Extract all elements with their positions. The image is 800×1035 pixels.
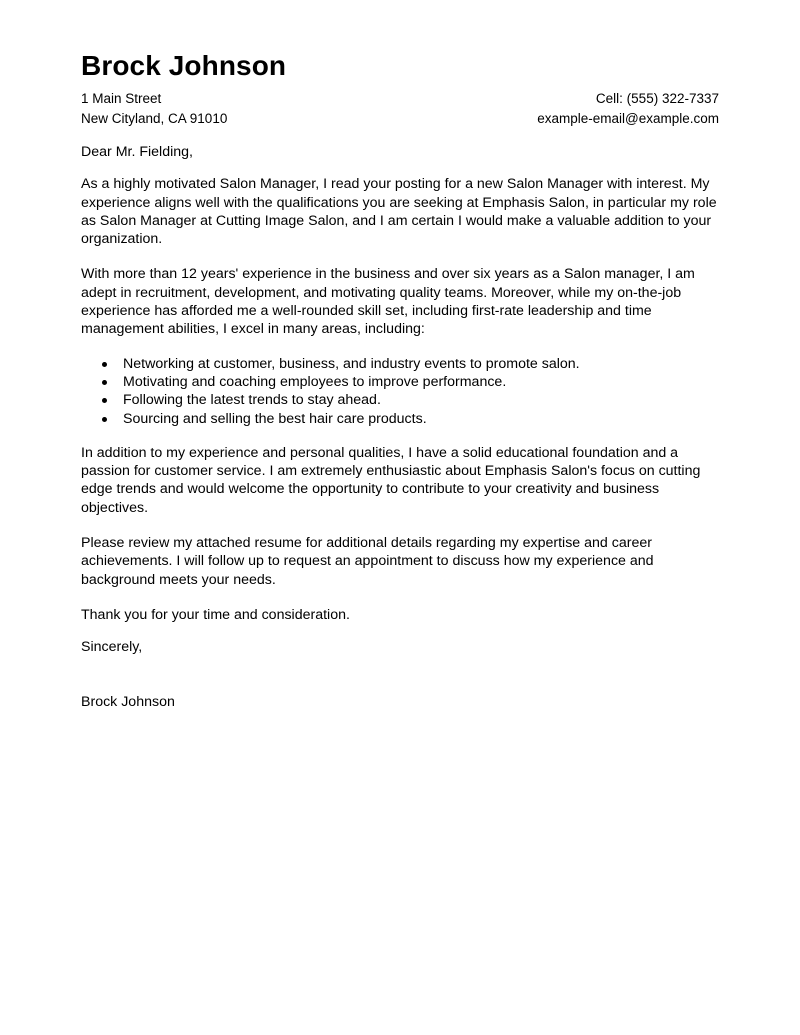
list-item	[81, 410, 728, 428]
contact-block	[81, 89, 719, 129]
list-item	[81, 391, 728, 409]
contact-row-1	[81, 89, 719, 109]
closing-line: Thank you for your time and consideration.	[81, 606, 350, 623]
paragraph-resume: Please review my attached resume for additional details regarding my expertise and career achievements. I will follow up to request an appointment to discuss how my experience and background meets your needs.	[81, 535, 654, 588]
email-address: example-email@example.com	[537, 111, 719, 126]
salutation: Dear Mr. Fielding,	[81, 144, 193, 160]
paragraph-qualities: In addition to my experience and personal qualities, I have a solid educational foundation and a passion for customer service. I am extremely enthusiastic about Emphasis Salon's focus on cutting edge trends and would welcome the opportunity to contribute to your creativity and business objectives.	[81, 444, 701, 516]
signature-name: Brock Johnson	[81, 693, 175, 710]
skills-list	[81, 355, 728, 428]
list-item	[81, 355, 728, 373]
city-state-zip: New Cityland, CA 91010	[81, 111, 228, 126]
bullet-icon	[102, 380, 107, 385]
letter-body	[81, 143, 728, 728]
bullet-icon	[102, 417, 107, 422]
skill-text: Networking at customer, business, and industry events to promote salon.	[123, 355, 580, 372]
phone-number: Cell: (555) 322-7337	[595, 91, 719, 106]
paragraph-intro: As a highly motivated Salon Manager, I read your posting for a new Salon Manager with interest. My experience aligns well with the qualifications you are seeking at Emphasis Salon, in particular my role as Salon Manager at Cutting Image Salon, and I am certain I would make a valuable addition to your organization.	[81, 176, 717, 248]
list-item	[81, 373, 728, 391]
skill-text: Motivating and coaching employees to improve performance.	[123, 373, 507, 390]
bullet-icon	[102, 398, 107, 403]
paragraph-experience: With more than 12 years' experience in the business and over six years as a Salon manager, I am adept in recruitment, development, and motivating quality teams. Moreover, while my on-the-job experience has afforded me a well-rounded skill set, including first-rate leadership and time management abilities, I excel in many areas, including:	[81, 266, 695, 338]
signoff: Sincerely,	[81, 639, 143, 656]
sender-name: Brock Johnson	[81, 50, 287, 81]
skill-text: Sourcing and selling the best hair care products.	[123, 410, 427, 427]
bullet-icon	[102, 362, 107, 367]
skill-text: Following the latest trends to stay ahead.	[123, 392, 381, 409]
street-address: 1 Main Street	[81, 91, 162, 106]
contact-row-2	[81, 109, 719, 129]
